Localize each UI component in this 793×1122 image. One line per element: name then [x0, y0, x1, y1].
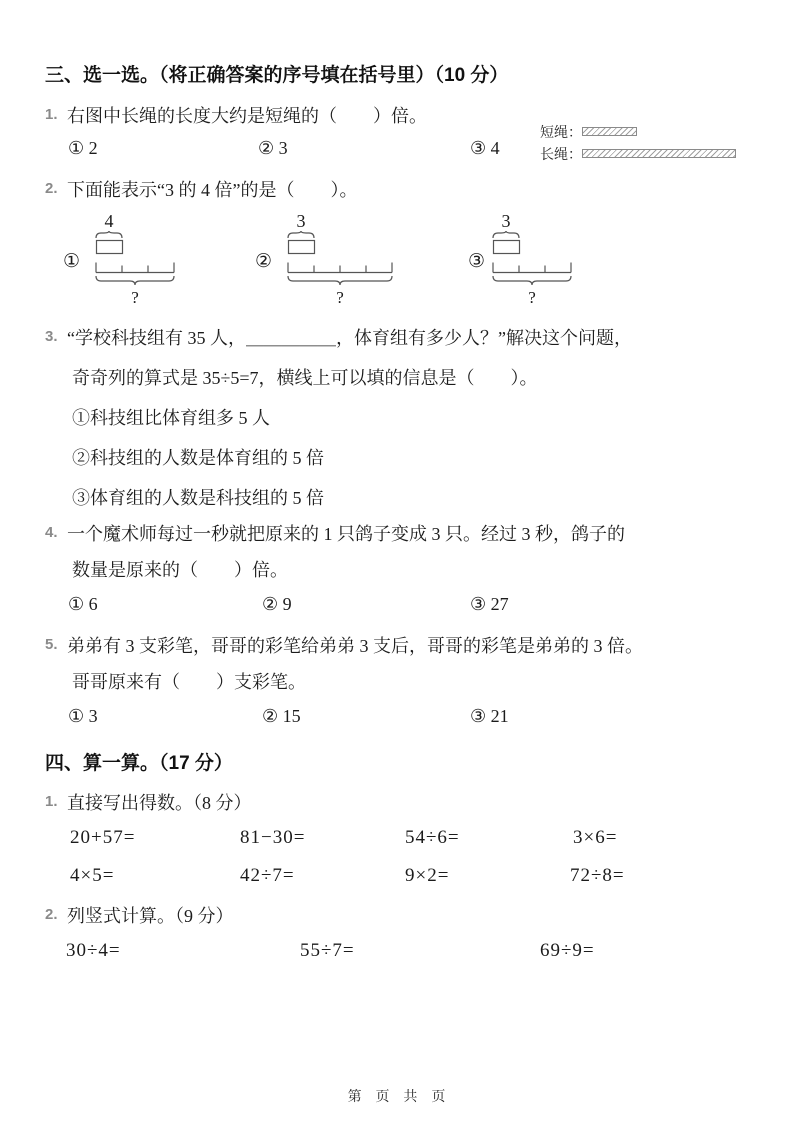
- section-three-title: 三、选一选。（将正确答案的序号填在括号里）（10 分）: [45, 65, 509, 86]
- calc-1-4: 3×6=: [573, 827, 618, 848]
- q3-line2: 奇奇列的算式是 35÷5=7，横线上可以填的信息是（ ）。: [72, 368, 538, 388]
- q4-line1: 一个魔术师每过一秒就把原来的 1 只鸽子变成 3 只。经过 3 秒，鸽子的: [67, 524, 625, 544]
- q4-line2: 数量是原来的（ ）倍。: [72, 560, 288, 580]
- q2-text: 下面能表示“3 的 4 倍”的是（ ）。: [67, 180, 358, 200]
- q5-choice-1: ① 3: [68, 706, 98, 726]
- q4-number: 4.: [45, 524, 58, 541]
- long-rope-bar: [582, 149, 736, 158]
- s4-sub1-text: 直接写出得数。（8 分）: [67, 793, 252, 813]
- q2-number: 2.: [45, 180, 58, 197]
- q4-choice-1: ① 6: [68, 594, 98, 614]
- q2-diagram-2-marker: ②: [255, 251, 273, 272]
- vert-calc-1: 30÷4=: [66, 940, 121, 961]
- q1-choice-2: ② 3: [258, 138, 288, 158]
- tape-diagram-svg: [286, 212, 394, 308]
- q5-choice-2: ② 15: [262, 706, 301, 726]
- svg-text:?: ?: [528, 288, 536, 307]
- long-rope-label: 长绳：: [540, 148, 582, 163]
- svg-text:4: 4: [104, 212, 114, 231]
- q5-line2: 哥哥原来有（ ）支彩笔。: [72, 672, 306, 692]
- q4-choice-3: ③ 27: [470, 594, 509, 614]
- vert-calc-2: 55÷7=: [300, 940, 355, 961]
- calc-2-2: 42÷7=: [240, 865, 295, 886]
- calc-2-4: 72÷8=: [570, 865, 625, 886]
- calc-1-3: 54÷6=: [405, 827, 460, 848]
- q3-number: 3.: [45, 328, 58, 345]
- s4-sub2-text: 列竖式计算。（9 分）: [67, 906, 234, 926]
- q1-text: 右图中长绳的长度大约是短绳的（ ）倍。: [67, 106, 427, 126]
- svg-text:3: 3: [501, 212, 511, 231]
- q3-option-1: ①科技组比体育组多 5 人: [72, 408, 270, 428]
- tape-diagram-1: [94, 212, 176, 313]
- q1-number: 1.: [45, 106, 58, 123]
- q5-choice-3: ③ 21: [470, 706, 509, 726]
- svg-text:3: 3: [296, 212, 306, 231]
- q5-line1: 弟弟有 3 支彩笔，哥哥的彩笔给弟弟 3 支后，哥哥的彩笔是弟弟的 3 倍。: [67, 636, 643, 656]
- s4-sub1-number: 1.: [45, 793, 58, 810]
- q3-line1: “学校科技组有 35 人，＿＿＿＿＿，体育组有多少人？”解决这个问题，: [67, 328, 632, 348]
- q1-choice-3: ③ 4: [470, 138, 500, 158]
- q1-choice-1: ① 2: [68, 138, 98, 158]
- q3-option-2: ②科技组的人数是体育组的 5 倍: [72, 448, 324, 468]
- tape-diagram-3: [491, 212, 573, 313]
- page-footer: 第 页 共 页: [347, 1088, 446, 1104]
- calc-1-2: 81−30=: [240, 827, 306, 848]
- q3-option-3: ③体育组的人数是科技组的 5 倍: [72, 488, 324, 508]
- q4-choice-2: ② 9: [262, 594, 292, 614]
- section-four-title: 四、算一算。（17 分）: [45, 753, 233, 774]
- tape-diagram-2: [286, 212, 394, 313]
- q5-number: 5.: [45, 636, 58, 653]
- svg-text:?: ?: [336, 288, 344, 307]
- calc-2-3: 9×2=: [405, 865, 450, 886]
- q2-diagram-1-marker: ①: [63, 251, 81, 272]
- short-rope-label: 短绳：: [540, 126, 582, 141]
- s4-sub2-number: 2.: [45, 906, 58, 923]
- q2-diagram-3-marker: ③: [468, 251, 486, 272]
- calc-1-1: 20+57=: [70, 827, 136, 848]
- vert-calc-3: 69÷9=: [540, 940, 595, 961]
- svg-text:?: ?: [131, 288, 139, 307]
- tape-diagram-svg: [491, 212, 573, 308]
- tape-diagram-svg: [94, 212, 176, 308]
- short-rope-bar: [582, 127, 637, 136]
- calc-2-1: 4×5=: [70, 865, 115, 886]
